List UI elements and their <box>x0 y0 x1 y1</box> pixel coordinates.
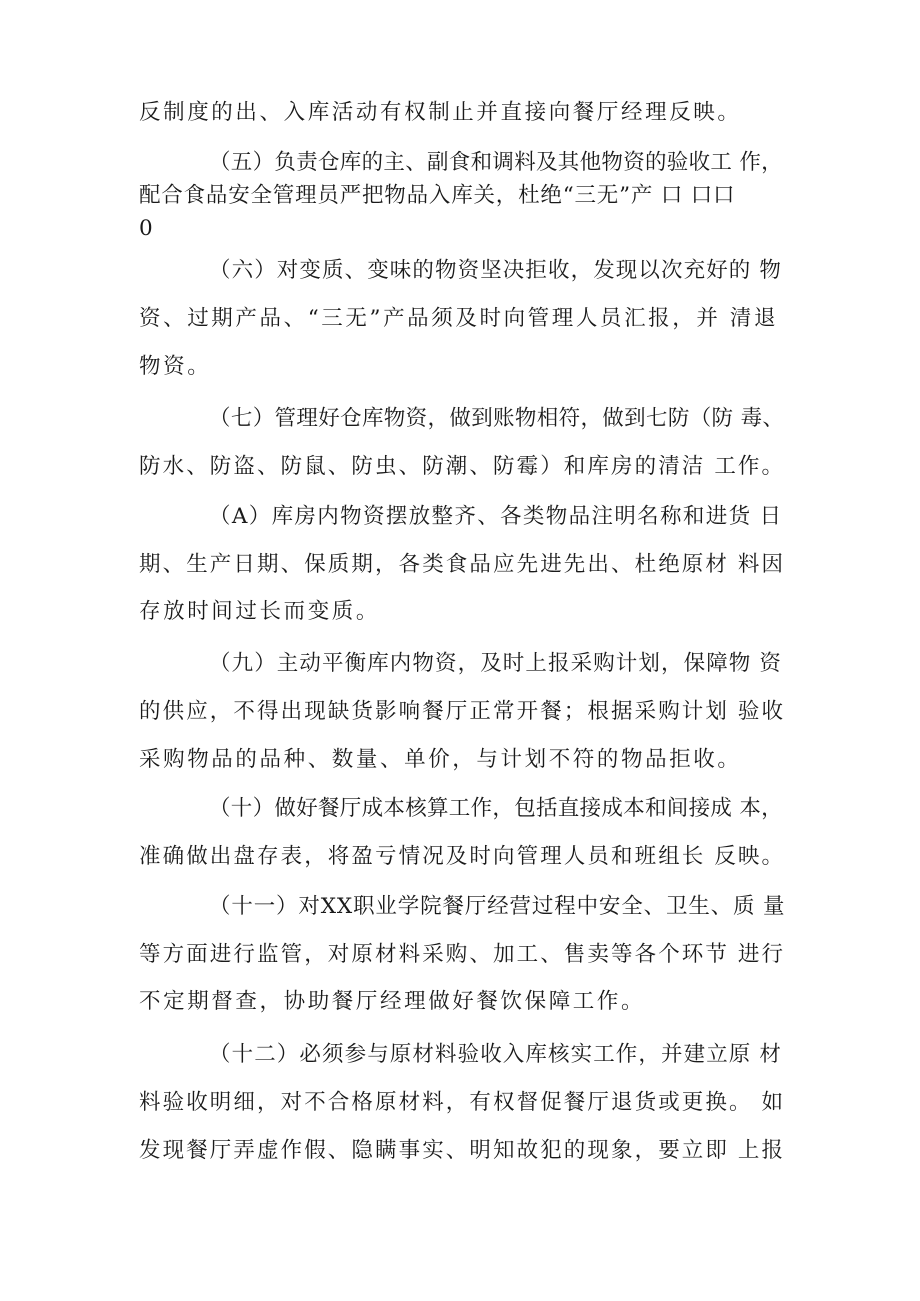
text-line: 反制度的出、入库活动有权制止并直接向餐厅经理反映。 <box>139 100 742 125</box>
text-line: 配合食品安全管理员严把物品入库关，杜绝“三无”产 口 口口 <box>139 183 736 208</box>
text-line: 物资。 <box>139 354 212 379</box>
paragraph-first-line: （十二）必须参与原材料验收入库核实工作，并建立原 材 <box>209 1042 782 1067</box>
text-line: 等方面进行监管，对原材料采购、加工、售卖等各个环节 进行 <box>139 942 786 967</box>
paragraph-first-line: （六）对变质、变味的物资坚决拒收，发现以次充好的 物 <box>209 258 782 283</box>
text-line: 资、过期产品、“三无”产品须及时向管理人员汇报，并 清退 <box>139 306 779 331</box>
text-line: 0 <box>139 216 156 241</box>
text-line: 存放时间过长而变质。 <box>139 599 381 624</box>
text-line: 不定期督查，协助餐厅经理做好餐饮保障工作。 <box>139 989 646 1014</box>
paragraph-first-line: （A）库房内物资摆放整齐、各类物品注明名称和进货 日 <box>209 504 783 529</box>
paragraph-first-line: （七）管理好仓库物资，做到账物相符，做到七防（防 毒、 <box>209 406 785 431</box>
paragraph-first-line: （九）主动平衡库内物资，及时上报采购计划，保障物 资 <box>209 651 782 676</box>
text-line: 发现餐厅弄虚作假、隐瞒事实、明知故犯的现象，要立即 上报 <box>139 1138 786 1163</box>
text-line: 防水、防盗、防鼠、防虫、防潮、防霉）和库房的清洁 工作。 <box>139 454 786 479</box>
paragraph-first-line: （十一）对XX职业学院餐厅经营过程中安全、卫生、质 量 <box>209 894 786 919</box>
text-line: 料验收明细，对不合格原材料，有权督促餐厅退货或更换。 如 <box>139 1090 786 1115</box>
text-line: 的供应，不得出现缺货影响餐厅正常开餐；根据采购计划 验收 <box>139 699 786 724</box>
text-line: 采购物品的品种、数量、单价，与计划不符的物品拒收。 <box>139 747 742 772</box>
text-line: 期、生产日期、保质期，各类食品应先进先出、杜绝原材 料因 <box>139 552 786 577</box>
text-line: 准确做出盘存表，将盈亏情况及时向管理人员和班组长 反映。 <box>139 844 786 869</box>
paragraph-first-line: （五）负责仓库的主、副食和调料及其他物资的验收工 作， <box>209 150 783 175</box>
paragraph-first-line: （十）做好餐厅成本核算工作，包括直接成本和间接成 本， <box>209 796 783 821</box>
